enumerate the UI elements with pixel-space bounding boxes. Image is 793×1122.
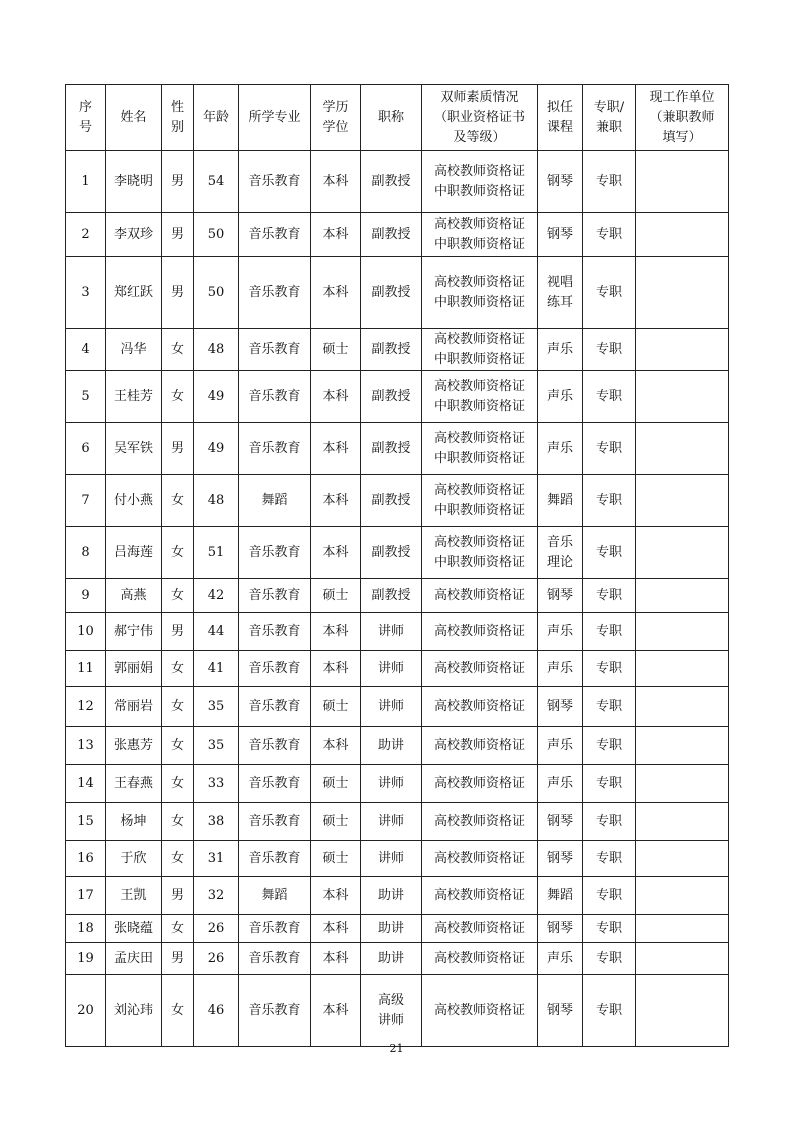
cell-major: 音乐教育 [239, 371, 311, 423]
cell-employment: 专职 [583, 765, 636, 803]
cell-age: 48 [194, 329, 239, 371]
cell-gender: 男 [162, 877, 194, 915]
cell-seq: 11 [66, 651, 106, 687]
cell-qualification: 高校教师资格证 [422, 687, 538, 727]
cell-seq: 13 [66, 727, 106, 765]
cell-major: 音乐教育 [239, 579, 311, 613]
cell-seq: 17 [66, 877, 106, 915]
cell-title: 讲师 [361, 651, 422, 687]
cell-qualification: 高校教师资格证 中职教师资格证 [422, 213, 538, 257]
cell-course: 声乐 [538, 423, 583, 475]
cell-workplace [636, 329, 729, 371]
cell-workplace [636, 527, 729, 579]
cell-education: 本科 [311, 943, 361, 975]
cell-course: 钢琴 [538, 213, 583, 257]
cell-name: 王凯 [106, 877, 162, 915]
cell-workplace [636, 151, 729, 213]
table-row [66, 877, 729, 915]
cell-workplace [636, 915, 729, 943]
cell-seq: 12 [66, 687, 106, 727]
cell-seq: 16 [66, 841, 106, 877]
cell-major: 音乐教育 [239, 257, 311, 329]
cell-title: 讲师 [361, 765, 422, 803]
cell-title: 讲师 [361, 841, 422, 877]
cell-name: 吴军铁 [106, 423, 162, 475]
cell-workplace [636, 841, 729, 877]
cell-seq: 20 [66, 975, 106, 1047]
cell-employment: 专职 [583, 975, 636, 1047]
cell-name: 郭丽娟 [106, 651, 162, 687]
cell-workplace [636, 727, 729, 765]
table-row [66, 423, 729, 475]
cell-age: 54 [194, 151, 239, 213]
cell-title: 副教授 [361, 371, 422, 423]
cell-qualification: 高校教师资格证 中职教师资格证 [422, 329, 538, 371]
cell-education: 本科 [311, 371, 361, 423]
cell-name: 张惠芳 [106, 727, 162, 765]
cell-seq: 10 [66, 613, 106, 651]
cell-age: 48 [194, 475, 239, 527]
cell-course: 钢琴 [538, 915, 583, 943]
cell-education: 本科 [311, 915, 361, 943]
cell-seq: 18 [66, 915, 106, 943]
cell-course: 舞蹈 [538, 475, 583, 527]
cell-workplace [636, 579, 729, 613]
header-gender: 性 别 [162, 85, 194, 151]
cell-gender: 男 [162, 613, 194, 651]
cell-employment: 专职 [583, 651, 636, 687]
cell-name: 杨坤 [106, 803, 162, 841]
cell-education: 硕士 [311, 687, 361, 727]
header-seq: 序 号 [66, 85, 106, 151]
cell-qualification: 高校教师资格证 [422, 727, 538, 765]
cell-age: 31 [194, 841, 239, 877]
cell-education: 本科 [311, 613, 361, 651]
cell-workplace [636, 877, 729, 915]
cell-major: 音乐教育 [239, 651, 311, 687]
cell-gender: 女 [162, 727, 194, 765]
cell-name: 张晓蕴 [106, 915, 162, 943]
cell-employment: 专职 [583, 579, 636, 613]
cell-name: 常丽岩 [106, 687, 162, 727]
cell-course: 钢琴 [538, 687, 583, 727]
faculty-table [65, 84, 729, 1047]
cell-gender: 女 [162, 371, 194, 423]
cell-education: 本科 [311, 213, 361, 257]
cell-age: 26 [194, 915, 239, 943]
cell-major: 音乐教育 [239, 943, 311, 975]
cell-employment: 专职 [583, 943, 636, 975]
cell-gender: 男 [162, 943, 194, 975]
cell-education: 本科 [311, 727, 361, 765]
cell-qualification: 高校教师资格证 [422, 915, 538, 943]
cell-education: 硕士 [311, 765, 361, 803]
cell-major: 音乐教育 [239, 213, 311, 257]
cell-employment: 专职 [583, 687, 636, 727]
cell-employment: 专职 [583, 841, 636, 877]
cell-age: 49 [194, 371, 239, 423]
cell-education: 硕士 [311, 579, 361, 613]
cell-major: 音乐教育 [239, 727, 311, 765]
cell-age: 26 [194, 943, 239, 975]
cell-course: 声乐 [538, 371, 583, 423]
cell-workplace [636, 943, 729, 975]
cell-workplace [636, 613, 729, 651]
cell-seq: 5 [66, 371, 106, 423]
cell-qualification: 高校教师资格证 [422, 765, 538, 803]
cell-course: 音乐 理论 [538, 527, 583, 579]
header-title: 职称 [361, 85, 422, 151]
cell-title: 讲师 [361, 613, 422, 651]
cell-age: 35 [194, 687, 239, 727]
cell-employment: 专职 [583, 613, 636, 651]
table-row [66, 151, 729, 213]
cell-major: 音乐教育 [239, 613, 311, 651]
cell-workplace [636, 803, 729, 841]
header-qualification: 双师素质情况 （职业资格证书 及等级） [422, 85, 538, 151]
cell-employment: 专职 [583, 915, 636, 943]
cell-title: 助讲 [361, 727, 422, 765]
cell-age: 50 [194, 213, 239, 257]
cell-workplace [636, 257, 729, 329]
cell-gender: 女 [162, 475, 194, 527]
cell-age: 46 [194, 975, 239, 1047]
cell-qualification: 高校教师资格证 中职教师资格证 [422, 151, 538, 213]
cell-title: 副教授 [361, 151, 422, 213]
cell-name: 王春燕 [106, 765, 162, 803]
cell-employment: 专职 [583, 329, 636, 371]
cell-major: 音乐教育 [239, 151, 311, 213]
cell-employment: 专职 [583, 213, 636, 257]
table-row [66, 579, 729, 613]
cell-employment: 专职 [583, 151, 636, 213]
cell-seq: 3 [66, 257, 106, 329]
header-age: 年龄 [194, 85, 239, 151]
table-row [66, 803, 729, 841]
cell-seq: 14 [66, 765, 106, 803]
cell-qualification: 高校教师资格证 [422, 803, 538, 841]
cell-name: 王桂芳 [106, 371, 162, 423]
cell-course: 声乐 [538, 727, 583, 765]
cell-seq: 19 [66, 943, 106, 975]
header-name: 姓名 [106, 85, 162, 151]
cell-employment: 专职 [583, 423, 636, 475]
cell-seq: 9 [66, 579, 106, 613]
cell-education: 硕士 [311, 329, 361, 371]
table-row [66, 475, 729, 527]
table-row [66, 613, 729, 651]
header-row [66, 85, 729, 151]
cell-qualification: 高校教师资格证 [422, 975, 538, 1047]
cell-workplace [636, 423, 729, 475]
cell-major: 音乐教育 [239, 841, 311, 877]
cell-title: 助讲 [361, 943, 422, 975]
cell-name: 刘沁玮 [106, 975, 162, 1047]
cell-employment: 专职 [583, 877, 636, 915]
cell-major: 舞蹈 [239, 877, 311, 915]
table-row [66, 651, 729, 687]
cell-major: 音乐教育 [239, 423, 311, 475]
cell-employment: 专职 [583, 257, 636, 329]
cell-name: 于欣 [106, 841, 162, 877]
table-row [66, 915, 729, 943]
cell-title: 讲师 [361, 803, 422, 841]
cell-name: 吕海莲 [106, 527, 162, 579]
cell-title: 助讲 [361, 915, 422, 943]
cell-title: 讲师 [361, 687, 422, 727]
cell-employment: 专职 [583, 527, 636, 579]
cell-gender: 女 [162, 527, 194, 579]
cell-title: 副教授 [361, 423, 422, 475]
cell-gender: 男 [162, 213, 194, 257]
cell-seq: 2 [66, 213, 106, 257]
cell-workplace [636, 765, 729, 803]
cell-age: 35 [194, 727, 239, 765]
cell-course: 声乐 [538, 329, 583, 371]
cell-course: 钢琴 [538, 975, 583, 1047]
cell-course: 声乐 [538, 613, 583, 651]
cell-education: 硕士 [311, 803, 361, 841]
table-row [66, 687, 729, 727]
cell-education: 本科 [311, 877, 361, 915]
cell-qualification: 高校教师资格证 [422, 841, 538, 877]
header-employment: 专职/ 兼职 [583, 85, 636, 151]
header-course: 拟任 课程 [538, 85, 583, 151]
cell-age: 33 [194, 765, 239, 803]
cell-qualification: 高校教师资格证 [422, 943, 538, 975]
cell-workplace [636, 213, 729, 257]
cell-course: 钢琴 [538, 841, 583, 877]
cell-title: 副教授 [361, 213, 422, 257]
table-row [66, 727, 729, 765]
cell-education: 本科 [311, 527, 361, 579]
cell-gender: 女 [162, 975, 194, 1047]
table-row [66, 527, 729, 579]
cell-gender: 女 [162, 765, 194, 803]
cell-name: 郝宁伟 [106, 613, 162, 651]
cell-title: 助讲 [361, 877, 422, 915]
table-row [66, 213, 729, 257]
cell-major: 舞蹈 [239, 475, 311, 527]
cell-title: 副教授 [361, 475, 422, 527]
cell-gender: 女 [162, 651, 194, 687]
cell-name: 高燕 [106, 579, 162, 613]
cell-course: 声乐 [538, 765, 583, 803]
cell-name: 郑红跃 [106, 257, 162, 329]
cell-education: 本科 [311, 151, 361, 213]
cell-qualification: 高校教师资格证 中职教师资格证 [422, 475, 538, 527]
cell-course: 声乐 [538, 651, 583, 687]
cell-title: 高级 讲师 [361, 975, 422, 1047]
header-major: 所学专业 [239, 85, 311, 151]
cell-major: 音乐教育 [239, 915, 311, 943]
cell-gender: 男 [162, 151, 194, 213]
cell-employment: 专职 [583, 475, 636, 527]
table-row [66, 841, 729, 877]
cell-course: 视唱 练耳 [538, 257, 583, 329]
cell-qualification: 高校教师资格证 [422, 613, 538, 651]
cell-seq: 7 [66, 475, 106, 527]
table-row [66, 975, 729, 1047]
cell-education: 硕士 [311, 841, 361, 877]
cell-age: 32 [194, 877, 239, 915]
cell-major: 音乐教育 [239, 975, 311, 1047]
cell-title: 副教授 [361, 257, 422, 329]
table-row [66, 765, 729, 803]
cell-seq: 4 [66, 329, 106, 371]
header-education: 学历 学位 [311, 85, 361, 151]
cell-qualification: 高校教师资格证 中职教师资格证 [422, 257, 538, 329]
cell-name: 冯华 [106, 329, 162, 371]
cell-course: 舞蹈 [538, 877, 583, 915]
cell-major: 音乐教育 [239, 765, 311, 803]
cell-education: 本科 [311, 651, 361, 687]
cell-age: 44 [194, 613, 239, 651]
cell-qualification: 高校教师资格证 [422, 651, 538, 687]
cell-major: 音乐教育 [239, 527, 311, 579]
cell-gender: 男 [162, 257, 194, 329]
cell-name: 孟庆田 [106, 943, 162, 975]
cell-qualification: 高校教师资格证 中职教师资格证 [422, 371, 538, 423]
cell-education: 本科 [311, 423, 361, 475]
cell-qualification: 高校教师资格证 [422, 877, 538, 915]
cell-gender: 女 [162, 841, 194, 877]
cell-course: 声乐 [538, 943, 583, 975]
cell-seq: 1 [66, 151, 106, 213]
cell-education: 本科 [311, 475, 361, 527]
table-body [66, 151, 729, 1047]
cell-gender: 女 [162, 915, 194, 943]
cell-gender: 女 [162, 803, 194, 841]
cell-age: 38 [194, 803, 239, 841]
cell-gender: 女 [162, 579, 194, 613]
table-row [66, 257, 729, 329]
table-row [66, 943, 729, 975]
cell-gender: 男 [162, 423, 194, 475]
cell-major: 音乐教育 [239, 687, 311, 727]
cell-seq: 15 [66, 803, 106, 841]
cell-name: 李晓明 [106, 151, 162, 213]
cell-age: 42 [194, 579, 239, 613]
cell-name: 李双珍 [106, 213, 162, 257]
cell-major: 音乐教育 [239, 329, 311, 371]
cell-workplace [636, 975, 729, 1047]
cell-major: 音乐教育 [239, 803, 311, 841]
cell-qualification: 高校教师资格证 中职教师资格证 [422, 423, 538, 475]
cell-name: 付小燕 [106, 475, 162, 527]
cell-workplace [636, 651, 729, 687]
table-row [66, 329, 729, 371]
cell-seq: 8 [66, 527, 106, 579]
cell-workplace [636, 371, 729, 423]
cell-age: 41 [194, 651, 239, 687]
cell-qualification: 高校教师资格证 中职教师资格证 [422, 527, 538, 579]
header-workplace: 现工作单位 （兼职教师 填写） [636, 85, 729, 151]
cell-course: 钢琴 [538, 579, 583, 613]
cell-seq: 6 [66, 423, 106, 475]
page-number: 21 [389, 1042, 404, 1055]
cell-qualification: 高校教师资格证 [422, 579, 538, 613]
cell-course: 钢琴 [538, 803, 583, 841]
cell-workplace [636, 475, 729, 527]
cell-age: 50 [194, 257, 239, 329]
cell-gender: 女 [162, 329, 194, 371]
cell-workplace [636, 687, 729, 727]
cell-employment: 专职 [583, 727, 636, 765]
cell-title: 副教授 [361, 329, 422, 371]
cell-course: 钢琴 [538, 151, 583, 213]
cell-education: 本科 [311, 257, 361, 329]
cell-age: 49 [194, 423, 239, 475]
cell-gender: 女 [162, 687, 194, 727]
cell-employment: 专职 [583, 371, 636, 423]
cell-employment: 专职 [583, 803, 636, 841]
cell-title: 副教授 [361, 579, 422, 613]
table-row [66, 371, 729, 423]
cell-age: 51 [194, 527, 239, 579]
cell-education: 本科 [311, 975, 361, 1047]
cell-title: 副教授 [361, 527, 422, 579]
